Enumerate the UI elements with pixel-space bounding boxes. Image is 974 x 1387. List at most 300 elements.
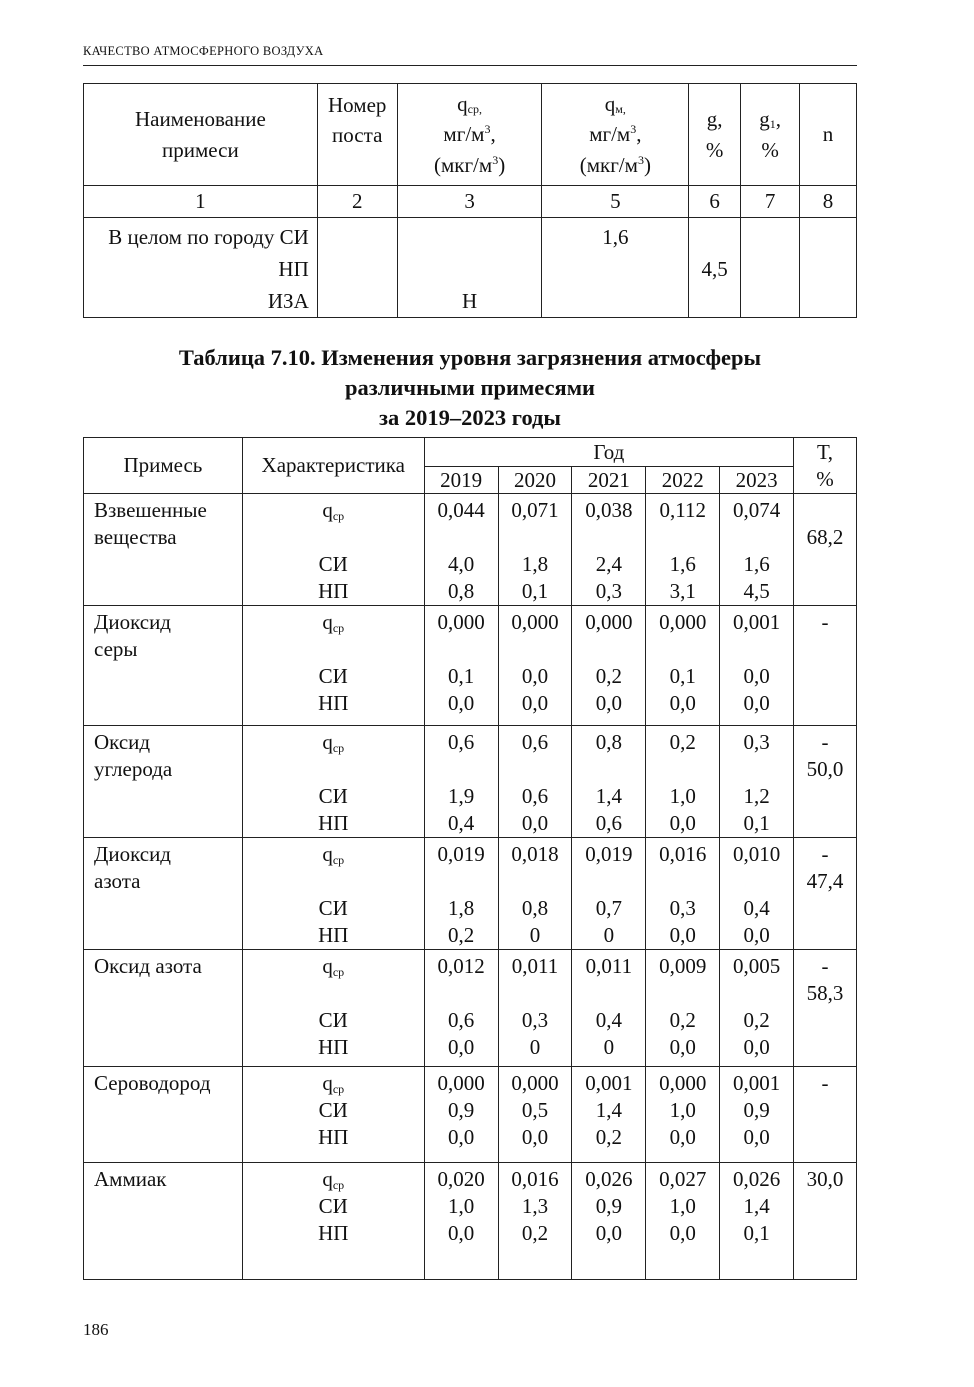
value: [572, 756, 645, 783]
substance-group-row: [84, 1163, 857, 1280]
substance-name-line: Диоксид: [94, 610, 171, 634]
characteristic-cell: [242, 606, 424, 726]
value: 0,000: [659, 610, 707, 634]
header-substance-name: Наименование примеси: [84, 84, 318, 186]
characteristic-label: [243, 524, 424, 551]
substance-group-row: [84, 838, 857, 950]
q-subscript: ср: [332, 1178, 345, 1192]
characteristic-label: СИ: [318, 896, 348, 920]
value: 0,0: [669, 923, 696, 947]
value: [499, 756, 572, 783]
characteristic-label: [243, 841, 424, 868]
value: 0,0: [447, 1221, 475, 1245]
summary-q-max-cell: [542, 218, 689, 318]
value: 0,000: [437, 610, 485, 634]
value: 0,012: [437, 954, 485, 978]
value: 0,7: [595, 896, 622, 920]
year-value-cell: [572, 726, 646, 838]
q-symbol: q: [322, 730, 333, 754]
value: [499, 868, 572, 895]
characteristic-label: НП: [318, 811, 349, 835]
substance-name-line: Аммиак: [94, 1167, 167, 1191]
value: [398, 253, 542, 285]
substance-group-row: [84, 950, 857, 1067]
q-subscript: ср: [332, 509, 345, 523]
summary-line: В целом по городу СИ: [108, 225, 309, 249]
value: 0,011: [585, 954, 633, 978]
characteristic-label: [243, 980, 424, 1007]
value: 0,011: [511, 954, 559, 978]
year-value-cell: [720, 494, 794, 606]
trend-value: -: [821, 1071, 829, 1095]
year-value-cell: [424, 494, 498, 606]
value: 0,038: [585, 498, 633, 522]
value: 1,6: [669, 552, 696, 576]
value: 0: [529, 1035, 541, 1059]
year-value-cell: [720, 1163, 794, 1280]
characteristic-label: СИ: [318, 552, 348, 576]
column-number: 3: [397, 186, 542, 218]
value: [646, 756, 719, 783]
characteristic-cell: [242, 726, 424, 838]
header-g: g, %: [689, 84, 741, 186]
trend-cell: [794, 1067, 857, 1163]
value: 1,4: [595, 784, 622, 808]
value: 0,2: [669, 1008, 696, 1032]
characteristic-cell: [242, 838, 424, 950]
year-value-cell: [572, 950, 646, 1067]
value: 0,000: [659, 1071, 707, 1095]
substance-name-line: Взвешенные: [94, 498, 207, 522]
value: 0: [529, 923, 541, 947]
year-value-cell: [720, 950, 794, 1067]
trend-cell: [794, 838, 857, 950]
substance-group-row: [84, 494, 857, 606]
caption-line: за 2019–2023 годы: [379, 405, 561, 430]
value: 1,6: [602, 225, 629, 249]
value: [720, 756, 793, 783]
year-value-cell: [498, 726, 572, 838]
value: [425, 868, 498, 895]
value: 0,0: [743, 664, 770, 688]
column-number: 6: [689, 186, 741, 218]
value: 1,2: [743, 784, 770, 808]
value: 1,6: [743, 552, 770, 576]
year-value-cell: [424, 838, 498, 950]
value: 0,0: [743, 1125, 770, 1149]
header-post-number: Номер поста: [317, 84, 397, 186]
summary-name-cell: [84, 218, 318, 318]
trend-value: 30,0: [806, 1167, 844, 1191]
column-number: 2: [317, 186, 397, 218]
value: [425, 524, 498, 551]
value: 0,026: [585, 1167, 633, 1191]
value: 0,2: [447, 923, 475, 947]
year-value-cell: [498, 1067, 572, 1163]
trend-cell: [794, 726, 857, 838]
q-symbol: q: [322, 498, 333, 522]
q-symbol: q: [322, 954, 333, 978]
year-value-cell: [424, 950, 498, 1067]
year-value-cell: [720, 726, 794, 838]
trend-value: [794, 497, 856, 524]
header-year-value: 2021: [572, 467, 646, 494]
value: 1,9: [447, 784, 475, 808]
summary-line: НП: [278, 257, 309, 281]
value: 3,1: [669, 579, 696, 603]
q-subscript: ср: [332, 621, 345, 635]
characteristic-label: НП: [318, 1035, 349, 1059]
year-value-cell: [720, 606, 794, 726]
value: 0,044: [437, 498, 485, 522]
continuation-table: [83, 83, 857, 318]
value: 0,6: [447, 730, 475, 754]
column-number: 1: [84, 186, 318, 218]
value: 0,0: [595, 691, 622, 715]
continuation-header-row: [84, 84, 857, 186]
value: 0,3: [669, 896, 696, 920]
value: 0,016: [659, 842, 707, 866]
value: 1,3: [521, 1194, 549, 1218]
value: 0,074: [732, 498, 781, 522]
trend-value: 50,0: [806, 757, 844, 781]
characteristic-label: СИ: [318, 1098, 348, 1122]
trend-value: [794, 636, 856, 663]
value: 0,9: [447, 1098, 475, 1122]
column-number-row: [84, 186, 857, 218]
value: 0,027: [659, 1167, 707, 1191]
table-caption: [83, 343, 857, 433]
substance-name-line: Сероводород: [94, 1071, 211, 1095]
value: 0,001: [732, 1071, 781, 1095]
year-value-cell: [424, 726, 498, 838]
value: [720, 636, 793, 663]
substance-name: [84, 1067, 243, 1163]
value: 0,8: [595, 730, 622, 754]
value: 1,4: [595, 1098, 622, 1122]
year-value-cell: [572, 494, 646, 606]
year-value-cell: [646, 1067, 720, 1163]
value: [646, 524, 719, 551]
value: 0,6: [521, 730, 549, 754]
value: [542, 253, 688, 285]
value: [572, 868, 645, 895]
characteristic-label: СИ: [318, 1194, 348, 1218]
value: [499, 524, 572, 551]
value: 0,0: [447, 691, 475, 715]
header-n: n: [800, 84, 857, 186]
value: 0,0: [447, 1035, 475, 1059]
value: [572, 524, 645, 551]
characteristic-label: [243, 756, 424, 783]
city-summary-row: [84, 218, 857, 318]
value: 0,3: [521, 1008, 549, 1032]
value: [499, 636, 572, 663]
characteristic-label: [243, 868, 424, 895]
substance-group-row: [84, 606, 857, 726]
year-value-cell: [424, 1067, 498, 1163]
value: 2,4: [595, 552, 622, 576]
characteristic-label: [243, 497, 424, 524]
table-header-row: [84, 438, 857, 467]
year-value-cell: [646, 950, 720, 1067]
value: 0: [603, 923, 615, 947]
year-value-cell: [646, 1163, 720, 1280]
value: 0,3: [743, 730, 770, 754]
value: 0,6: [521, 784, 549, 808]
characteristic-label: [243, 729, 424, 756]
q-symbol: q: [322, 610, 333, 634]
value: 0,4: [447, 811, 475, 835]
value: 0,019: [437, 842, 485, 866]
value: 0,0: [669, 1125, 696, 1149]
characteristic-label: НП: [318, 579, 349, 603]
characteristic-label: СИ: [318, 784, 348, 808]
year-value-cell: [498, 494, 572, 606]
value: 0,4: [595, 1008, 622, 1032]
caption-line: Таблица 7.10. Изменения уровня загрязнения атмосферы: [178, 345, 762, 370]
substance-name-line: Диоксид: [94, 842, 171, 866]
summary-line: ИЗА: [267, 289, 309, 313]
value: [689, 285, 740, 317]
value: 4,0: [447, 552, 475, 576]
header-g1: $g_1$, %: [741, 84, 800, 186]
year-value-cell: [498, 950, 572, 1067]
value: 0,6: [595, 811, 622, 835]
value: 1,8: [521, 552, 549, 576]
value: [646, 868, 719, 895]
value: 0,0: [743, 691, 770, 715]
characteristic-cell: [242, 1163, 424, 1280]
trend-cell: [794, 494, 857, 606]
trend-value: 47,4: [806, 869, 844, 893]
value: 0,005: [732, 954, 781, 978]
year-value-cell: [424, 1163, 498, 1280]
value: 0,071: [511, 498, 559, 522]
substance-group-row: [84, 726, 857, 838]
summary-g1-cell: [741, 218, 800, 318]
value: 0,026: [732, 1167, 781, 1191]
value: 1,0: [447, 1194, 475, 1218]
year-value-cell: [646, 838, 720, 950]
value: [720, 524, 793, 551]
trend-cell: [794, 1163, 857, 1280]
substance-name: [84, 950, 243, 1067]
value: 1,8: [447, 896, 475, 920]
value: 1,0: [669, 1194, 696, 1218]
value: 0,112: [659, 498, 706, 522]
substance-name-line: азота: [94, 869, 141, 893]
trend-value: -: [821, 954, 829, 978]
header-characteristic: Характеристика: [242, 438, 424, 494]
characteristic-label: [243, 953, 424, 980]
substance-name: [84, 606, 243, 726]
trend-cell: [794, 606, 857, 726]
q-subscript: ср: [332, 853, 345, 867]
header-year-value: 2019: [424, 467, 498, 494]
characteristic-label: НП: [318, 1221, 349, 1245]
value: 0,0: [595, 1221, 622, 1245]
value: 0,0: [669, 1035, 696, 1059]
q-subscript: ср: [332, 965, 345, 979]
value: 0,016: [511, 1167, 559, 1191]
value: 0: [603, 1035, 615, 1059]
substance-name-line: вещества: [94, 525, 177, 549]
column-number: 7: [741, 186, 800, 218]
summary-n-cell: [800, 218, 857, 318]
year-value-cell: [572, 838, 646, 950]
trend-value: 58,3: [806, 981, 844, 1005]
value: 0,000: [511, 610, 559, 634]
value: [646, 980, 719, 1007]
header-q-avg: $q_{ср,}$ $мг/м^3$, $(мкг/м^3)$: [397, 84, 542, 186]
value: [499, 980, 572, 1007]
value: 0,2: [595, 1125, 622, 1149]
value: 0,2: [669, 730, 696, 754]
year-value-cell: [646, 726, 720, 838]
value: [720, 868, 793, 895]
year-value-cell: [498, 606, 572, 726]
value: 0,8: [521, 896, 549, 920]
value: [542, 285, 688, 317]
value: 0,3: [595, 579, 622, 603]
substance-name: [84, 726, 243, 838]
value: 0,0: [447, 1125, 475, 1149]
value: [425, 636, 498, 663]
trend-cell: [794, 950, 857, 1067]
year-value-cell: [498, 1163, 572, 1280]
characteristic-label: НП: [318, 923, 349, 947]
q-symbol: q: [322, 842, 333, 866]
value: 0,0: [521, 1125, 549, 1149]
value: 0,001: [585, 1071, 633, 1095]
value: 1,4: [743, 1194, 770, 1218]
value: [720, 980, 793, 1007]
value: 0,4: [743, 896, 770, 920]
substance-name-line: Оксид азота: [94, 954, 202, 978]
value: [572, 636, 645, 663]
value: 0,000: [437, 1071, 485, 1095]
value: 0,1: [743, 811, 770, 835]
value: 0,1: [447, 664, 475, 688]
year-value-cell: [646, 606, 720, 726]
pollution-change-table: [83, 437, 857, 1280]
q-symbol: q: [322, 1167, 333, 1191]
year-value-cell: [424, 606, 498, 726]
value: 0,019: [585, 842, 633, 866]
value: 0,2: [743, 1008, 770, 1032]
value: 0,000: [585, 610, 633, 634]
summary-post-cell: [317, 218, 397, 318]
header-year-value: 2022: [646, 467, 720, 494]
value: [425, 756, 498, 783]
value: 0,0: [521, 664, 549, 688]
value: 0,0: [521, 811, 549, 835]
substance-name-line: серы: [94, 637, 138, 661]
year-value-cell: [646, 494, 720, 606]
value: 0,9: [743, 1098, 770, 1122]
value: 0,000: [511, 1071, 559, 1095]
value: 0,0: [669, 691, 696, 715]
value: 0,0: [521, 691, 549, 715]
value: 0,020: [437, 1167, 485, 1191]
characteristic-label: СИ: [318, 664, 348, 688]
year-value-cell: [572, 1163, 646, 1280]
value: [646, 636, 719, 663]
value: 0,9: [595, 1194, 622, 1218]
substance-name: [84, 494, 243, 606]
summary-q-avg-cell: [397, 218, 542, 318]
value: [398, 221, 542, 253]
substance-name: [84, 1163, 243, 1280]
column-number: 8: [800, 186, 857, 218]
value: Н: [461, 289, 478, 313]
value: 0,0: [669, 811, 696, 835]
value: 4,5: [701, 257, 728, 281]
trend-value: -: [821, 730, 829, 754]
header-trend: Т, %: [794, 438, 857, 494]
trend-value: -: [821, 610, 829, 634]
characteristic-label: [243, 609, 424, 636]
year-value-cell: [498, 838, 572, 950]
characteristic-label: НП: [318, 691, 349, 715]
value: 0,0: [669, 1221, 696, 1245]
header-year-value: 2023: [720, 467, 794, 494]
q-symbol: q: [322, 1071, 333, 1095]
value: 0,0: [743, 923, 770, 947]
year-value-cell: [720, 1067, 794, 1163]
trend-value: -: [821, 842, 829, 866]
header-q-max: $q_{м,}$ $мг/м^3$, $(мкг/м^3)$: [542, 84, 689, 186]
value: 0,010: [732, 842, 781, 866]
running-head: КАЧЕСТВО АТМОСФЕРНОГО ВОЗДУХА: [83, 44, 857, 66]
year-value-cell: [572, 1067, 646, 1163]
value: 1,0: [669, 784, 696, 808]
value: 1,0: [669, 1098, 696, 1122]
value: [572, 980, 645, 1007]
characteristic-label: [243, 636, 424, 663]
value: 0,018: [511, 842, 559, 866]
characteristic-label: [243, 1166, 424, 1193]
value: [425, 980, 498, 1007]
substance-name: [84, 838, 243, 950]
characteristic-cell: [242, 1067, 424, 1163]
value: 0,001: [732, 610, 781, 634]
substance-name-line: Оксид: [94, 730, 151, 754]
value: 0,8: [447, 579, 475, 603]
header-substance: Примесь: [84, 438, 243, 494]
caption-line: различными примесями: [344, 375, 595, 400]
q-subscript: ср: [332, 741, 345, 755]
value: 0,1: [743, 1221, 770, 1245]
summary-g-cell: [689, 218, 741, 318]
value: 0,2: [595, 664, 622, 688]
value: 0,1: [669, 664, 696, 688]
value: 0,5: [521, 1098, 549, 1122]
value: 0,0: [743, 1035, 770, 1059]
characteristic-cell: [242, 494, 424, 606]
characteristic-label: СИ: [318, 1008, 348, 1032]
year-value-cell: [572, 606, 646, 726]
year-value-cell: [720, 838, 794, 950]
substance-group-row: [84, 1067, 857, 1163]
substance-name-line: углерода: [94, 757, 173, 781]
page-number: 186: [83, 1320, 109, 1339]
column-number: 5: [542, 186, 689, 218]
value: 0,1: [521, 579, 549, 603]
trend-value: 68,2: [806, 525, 844, 549]
header-year: Год: [424, 438, 793, 467]
